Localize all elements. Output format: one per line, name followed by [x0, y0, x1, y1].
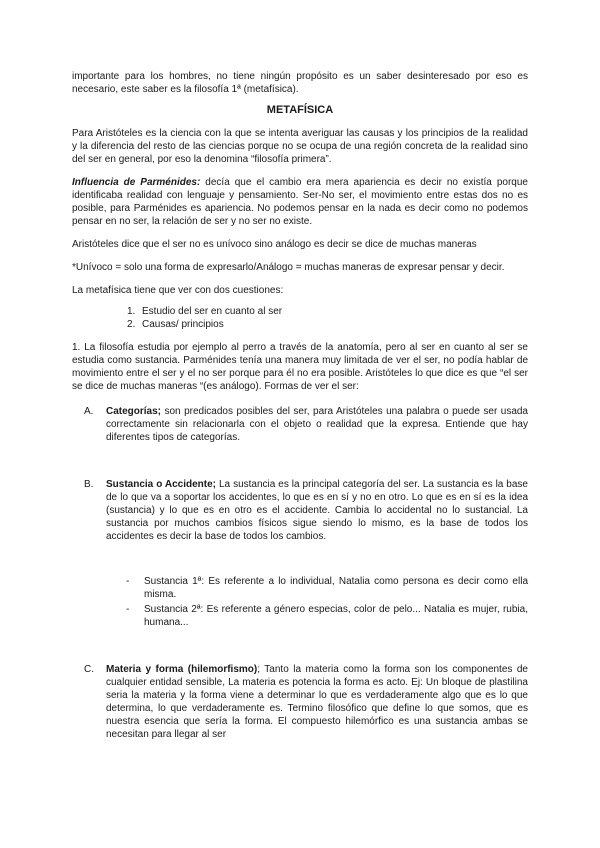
item-text: ; Tanto la materia como la forma son los componentes de cualquier entidad sensible, La materia es potencia la forma es acto. Ej: Un bloque de plastilina seria la materia y la forma viene a determinar lo que es verdaderamente algo que es lo que determina, lo que verdaderamente es. Termino filosófico que define lo que somos, que es nuestra esencia que sería la forma. El compuesto hilemórfico es una sustancia ambas se necesitan para llegar al ser — [106, 664, 528, 740]
substance-text: Sustancia 1ª: Es referente a lo individual, Natalia como persona es decir como ella misma. — [144, 576, 528, 600]
substance-item — [72, 575, 528, 601]
item-label: Categorías; — [106, 406, 162, 417]
dash-marker: - — [126, 576, 130, 587]
item-letter: C. — [84, 664, 94, 675]
item-text: son predicados posibles del ser, para Aristóteles una palabra o puede ser usada correctamente sin relacionarla con el objeto o realidad que la expresa. Entiende que hay diferentes tipos de categorías. — [106, 406, 528, 443]
section-title: METAFÍSICA — [266, 104, 334, 116]
substance-item — [72, 603, 528, 629]
item-sustancia — [72, 478, 528, 543]
item-letter: B. — [84, 479, 94, 490]
list-item — [72, 318, 528, 331]
parmenides-label: Influencia de Parménides: — [72, 177, 201, 188]
parmenides-paragraph — [72, 176, 528, 228]
item-categorias — [72, 405, 528, 444]
questions-intro: La metafísica tiene que ver con dos cuestiones: — [72, 285, 284, 296]
document-body — [72, 70, 528, 741]
parmenides-text: decía que el cambio era mera apariencia es decir no existía porque identificaba realidad con lenguaje y pensamiento. Ser-No ser, el movimiento entre estas dos no es posible, para Parménides es apariencia. No podemos pensar en la nada es decir como no podemos pensar en no ser, la relación de ser y no ser no existe. — [72, 177, 528, 227]
univocal-note: *Unívoco = solo una forma de expresarlo/Análogo = muchas maneras de expresar pensar y decir. — [72, 262, 505, 273]
questions-list — [72, 305, 528, 331]
list-item-number: 1. — [127, 306, 136, 317]
item-label: Materia y forma (hilemorfismo) — [106, 664, 258, 675]
substance-text: Sustancia 2ª: Es referente a género especias, color de pelo... Natalia es mujer, rubia, humana... — [144, 604, 528, 628]
item-label: Sustancia o Accidente; — [106, 479, 217, 490]
intro-paragraph: importante para los hombres, no tiene ningún propósito es un saber desinteresado por eso es necesario, este saber es la filosofía 1ª (metafísica). — [72, 71, 528, 95]
being-paragraph: 1. La filosofía estudia por ejemplo al perro a través de la anatomía, pero al ser en cuanto al ser se estudia como sustancia. Parménides tenía una manera muy limitada de ver el ser, no podía hablar de movimiento entre el ser y el no ser porque para él no era posible. Aristóteles lo que dice es que “el ser se dice de muchas maneras “(es análogo). Formas de ver el ser: — [72, 342, 528, 392]
list-item — [72, 305, 528, 318]
list-item-text: Estudio del ser en cuanto al ser — [142, 306, 283, 317]
analogy-paragraph: Aristóteles dice que el ser no es unívoco sino análogo es decir se dice de muchas maneras — [72, 239, 477, 250]
list-item-number: 2. — [127, 319, 136, 330]
dash-marker: - — [126, 604, 130, 615]
list-item-text: Causas/ principios — [142, 319, 224, 330]
item-text: La sustancia es la principal categoría del ser. La sustancia es la base de lo que va a soportar los accidentes, lo que es en sí y no en otro. Lo que es en sí es la idea (sustancia) y lo que es en otro es el accidente. Cambia lo accidental no lo sustancial. La sustancia por muchos cambios físicos sigue siendo lo mismo, es la base de todos los accidentes es decir la base de todos los cambios. — [106, 479, 528, 542]
definition-paragraph: Para Aristóteles es la ciencia con la que se intenta averiguar las causas y los principios de la realidad y la diferencia del resto de las ciencias porque no se ocupa de una región concreta de la realidad sino del ser en general, por eso la denomina “filosofía primera”. — [72, 128, 528, 165]
item-letter: A. — [84, 406, 94, 417]
item-materia — [72, 663, 528, 741]
